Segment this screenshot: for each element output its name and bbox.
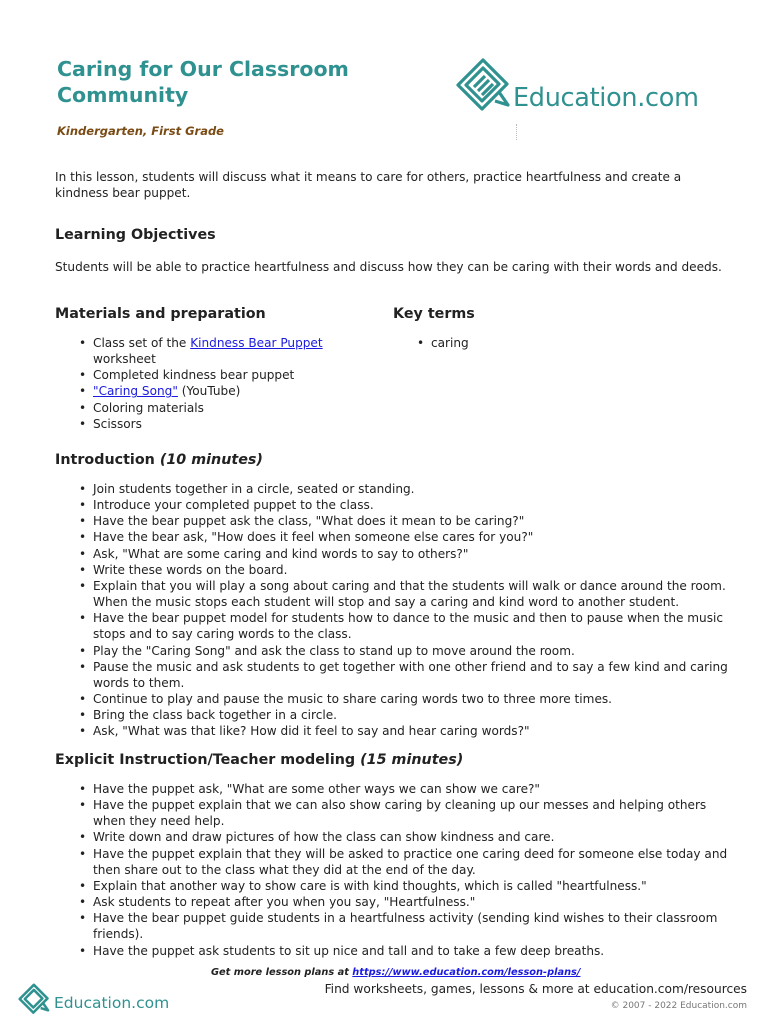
list-item: • Bring the class back together in a circle. [55, 707, 735, 723]
key-terms-heading: Key terms [393, 306, 475, 322]
list-item: • Have the puppet explain that we can also show caring by cleaning up our messes and helping others when they need help. [55, 797, 735, 829]
footer-logo[interactable] [18, 982, 178, 1016]
list-item: • Completed kindness bear puppet [55, 367, 345, 383]
materials-list [55, 335, 345, 432]
list-item: • Continue to play and pause the music to share caring words two to three more times. [55, 691, 735, 707]
pencil-logo-icon [455, 57, 515, 113]
education-logo[interactable] [455, 57, 715, 113]
lesson-plans-link[interactable]: https://www.education.com/lesson-plans/ [352, 967, 581, 978]
brand-name: Education.com [513, 83, 699, 113]
list-item: • Write down and draw pictures of how the class can show kindness and care. [55, 829, 735, 845]
list-item: • Have the puppet ask, "What are some other ways we can show we care?" [55, 781, 735, 797]
list-item: • Have the bear ask, "How does it feel when someone else cares for you?" [55, 529, 735, 545]
objectives-text: Students will be able to practice heartfulness and discuss how they can be caring with their words and deeds. [55, 260, 722, 274]
caring-song-link[interactable]: "Caring Song" [93, 384, 178, 399]
list-item: • Class set of the Kindness Bear Puppet worksheet [55, 335, 345, 367]
list-item: • Ask students to repeat after you when you say, "Heartfulness." [55, 894, 735, 910]
lesson-plans-promo: Get more lesson plans at https://www.education.com/lesson-plans/ [211, 967, 581, 978]
list-item: • Have the puppet explain that they will be asked to practice one caring deed for someone else today and then share out to the class what they did at the end of the day. [55, 846, 735, 878]
objectives-heading: Learning Objectives [55, 227, 216, 243]
explicit-heading: Explicit Instruction/Teacher modeling (15 minutes) [55, 752, 464, 768]
list-item: • "Caring Song" (YouTube) [55, 383, 345, 399]
introduction-heading: Introduction (10 minutes) [55, 452, 263, 468]
list-item: • Scissors [55, 416, 345, 432]
divider [516, 124, 519, 140]
list-item: • Explain that another way to show care is with kind thoughts, which is called "heartfulness." [55, 878, 735, 894]
explicit-list [55, 781, 735, 959]
list-item: • caring [393, 335, 693, 351]
list-item: • Coloring materials [55, 400, 345, 416]
list-item: • Join students together in a circle, seated or standing. [55, 481, 735, 497]
list-item: • Have the bear puppet ask the class, "What does it mean to be caring?" [55, 513, 735, 529]
kindness-bear-puppet-link[interactable]: Kindness Bear Puppet [190, 336, 323, 350]
introduction-list [55, 481, 735, 740]
list-item: • Play the "Caring Song" and ask the class to stand up to move around the room. [55, 643, 735, 659]
page-title: Caring for Our Classroom Community [57, 57, 349, 107]
list-item: • Ask, "What are some caring and kind words to say to others?" [55, 546, 735, 562]
lesson-intro: In this lesson, students will discuss what it means to care for others, practice heartfulness and create a kindness bear puppet. [55, 170, 682, 201]
key-terms-list [393, 335, 693, 351]
list-item: • Have the bear puppet model for students how to dance to the music and then to pause when the music stops and to say caring words to the class. [55, 610, 735, 642]
copyright: © 2007 - 2022 Education.com [610, 1001, 747, 1011]
footer-brand-name: Education.com [54, 994, 170, 1012]
list-item: • Ask, "What was that like? How did it feel to say and hear caring words?" [55, 723, 735, 739]
pencil-logo-icon [18, 982, 52, 1016]
materials-heading: Materials and preparation [55, 306, 266, 322]
list-item: • Pause the music and ask students to get together with one other friend and to say a few kind and caring words to them. [55, 659, 735, 691]
list-item: • Have the puppet ask students to sit up nice and tall and to take a few deep breaths. [55, 943, 735, 959]
list-item: • Introduce your completed puppet to the class. [55, 497, 735, 513]
list-item: • Write these words on the board. [55, 562, 735, 578]
list-item: • Explain that you will play a song about caring and that the students will walk or dance around the room. When the music stops each student will stop and say a caring and kind word to another student. [55, 578, 735, 610]
list-item: • Have the bear puppet guide students in a heartfulness activity (sending kind wishes to their classroom friends). [55, 910, 735, 942]
footer-resources-text: Find worksheets, games, lessons & more at education.com/resources [324, 982, 747, 996]
grade-levels: Kindergarten, First Grade [57, 124, 224, 138]
